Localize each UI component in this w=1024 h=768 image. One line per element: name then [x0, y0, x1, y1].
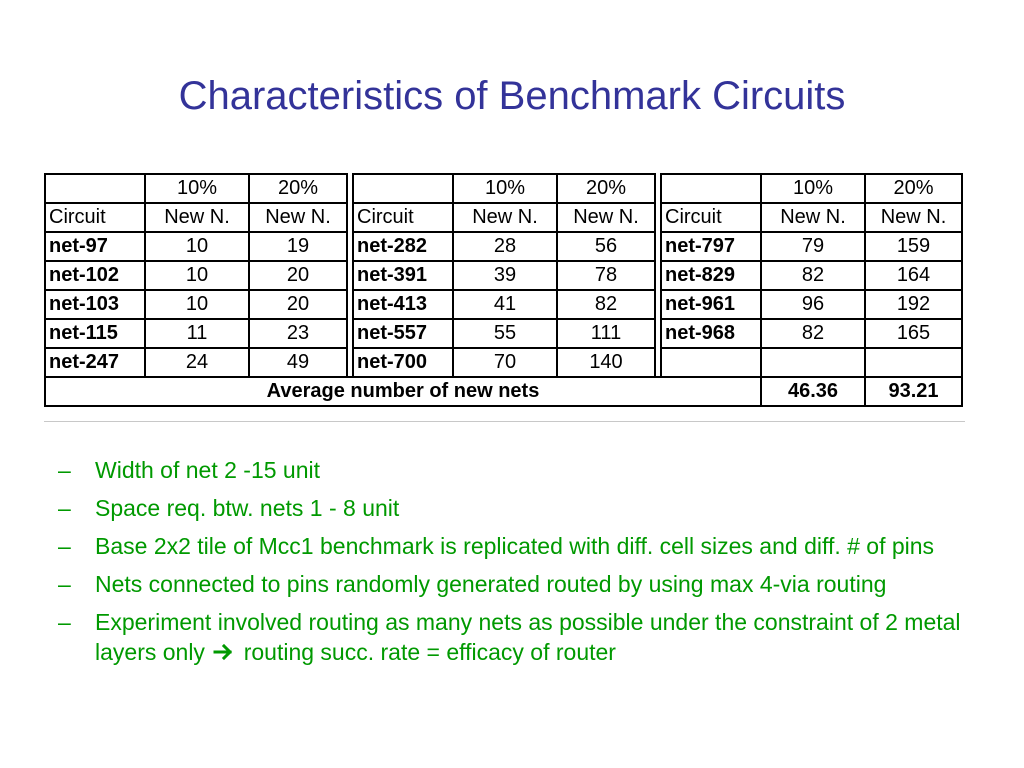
table-row	[45, 290, 962, 319]
value-cell: 82	[761, 261, 865, 290]
bullet-text: Base 2x2 tile of Mcc1 benchmark is replicated with diff. cell sizes and diff. # of pins	[95, 533, 935, 559]
circuit-name-cell: net-961	[661, 290, 761, 319]
value-cell: 79	[761, 232, 865, 261]
value-cell: 11	[145, 319, 249, 348]
circuit-name-cell	[661, 348, 761, 377]
bullet-text-before-arrow: Experiment involved routing as many nets as possible under the constraint of 2 metal layers only	[95, 609, 961, 665]
value-cell: 192	[865, 290, 962, 319]
bullet-dash: –	[58, 571, 71, 597]
value-cell: 111	[557, 319, 655, 348]
circuit-name-cell: net-391	[353, 261, 453, 290]
circuit-name-cell: net-97	[45, 232, 145, 261]
table-header-row-percent	[45, 174, 962, 203]
header-cell: New N.	[761, 203, 865, 232]
circuit-name-cell: net-797	[661, 232, 761, 261]
value-cell: 159	[865, 232, 962, 261]
circuit-name-cell: net-103	[45, 290, 145, 319]
circuit-name-cell: net-829	[661, 261, 761, 290]
value-cell: 165	[865, 319, 962, 348]
value-cell: 96	[761, 290, 865, 319]
value-cell: 10	[145, 290, 249, 319]
circuit-name-cell: net-102	[45, 261, 145, 290]
average-10-cell: 46.36	[761, 377, 865, 406]
value-cell: 20	[249, 290, 347, 319]
value-cell: 82	[761, 319, 865, 348]
benchmark-table	[44, 173, 963, 407]
value-cell: 41	[453, 290, 557, 319]
value-cell: 49	[249, 348, 347, 377]
value-cell	[865, 348, 962, 377]
header-cell: 10%	[453, 174, 557, 203]
header-cell: Circuit	[353, 203, 453, 232]
bullet-list	[58, 455, 1008, 675]
header-cell: New N.	[249, 203, 347, 232]
bullet-item	[58, 531, 1008, 561]
bullet-dash: –	[58, 533, 71, 559]
table-header-row-columns	[45, 203, 962, 232]
right-arrow-icon	[213, 642, 235, 662]
value-cell: 82	[557, 290, 655, 319]
header-cell: 20%	[557, 174, 655, 203]
bullet-dash: –	[58, 609, 71, 635]
table-row	[45, 348, 962, 377]
header-cell: 20%	[865, 174, 962, 203]
value-cell: 56	[557, 232, 655, 261]
header-cell	[45, 174, 145, 203]
bullet-text-after-arrow: routing succ. rate = efficacy of router	[243, 639, 616, 665]
value-cell: 23	[249, 319, 347, 348]
header-cell: New N.	[865, 203, 962, 232]
header-cell: 20%	[249, 174, 347, 203]
circuit-name-cell: net-557	[353, 319, 453, 348]
bullet-text: Space req. btw. nets 1 - 8 unit	[95, 495, 400, 521]
bullet-dash: –	[58, 495, 71, 521]
bullet-dash: –	[58, 457, 71, 483]
average-label-cell: Average number of new nets	[45, 377, 761, 406]
bullet-item	[58, 455, 1008, 485]
value-cell: 24	[145, 348, 249, 377]
table-body	[45, 174, 962, 406]
header-cell: Circuit	[661, 203, 761, 232]
circuit-name-cell: net-413	[353, 290, 453, 319]
value-cell: 78	[557, 261, 655, 290]
table-row	[45, 232, 962, 261]
header-cell: New N.	[557, 203, 655, 232]
bullet-item	[58, 493, 1008, 523]
value-cell: 70	[453, 348, 557, 377]
value-cell: 28	[453, 232, 557, 261]
header-cell: 10%	[145, 174, 249, 203]
bullet-item	[58, 607, 1008, 667]
header-cell: New N.	[145, 203, 249, 232]
circuit-name-cell: net-968	[661, 319, 761, 348]
bullet-item	[58, 569, 1008, 599]
circuit-name-cell: net-115	[45, 319, 145, 348]
header-cell: New N.	[453, 203, 557, 232]
bullet-text: Width of net 2 -15 unit	[95, 457, 321, 483]
header-cell	[661, 174, 761, 203]
header-cell: 10%	[761, 174, 865, 203]
value-cell: 164	[865, 261, 962, 290]
header-cell: Circuit	[45, 203, 145, 232]
value-cell: 39	[453, 261, 557, 290]
value-cell: 140	[557, 348, 655, 377]
header-cell	[353, 174, 453, 203]
value-cell: 19	[249, 232, 347, 261]
value-cell: 10	[145, 261, 249, 290]
value-cell: 20	[249, 261, 347, 290]
bullet-text: Nets connected to pins randomly generated routed by using max 4-via routing	[95, 571, 887, 597]
slide-title: Characteristics of Benchmark Circuits	[178, 74, 846, 118]
value-cell	[761, 348, 865, 377]
table-average-row	[45, 377, 962, 406]
average-20-cell: 93.21	[865, 377, 962, 406]
value-cell: 55	[453, 319, 557, 348]
table-row	[45, 319, 962, 348]
circuit-name-cell: net-247	[45, 348, 145, 377]
circuit-name-cell: net-700	[353, 348, 453, 377]
value-cell: 10	[145, 232, 249, 261]
benchmark-table-container	[44, 173, 965, 422]
circuit-name-cell: net-282	[353, 232, 453, 261]
table-row	[45, 261, 962, 290]
